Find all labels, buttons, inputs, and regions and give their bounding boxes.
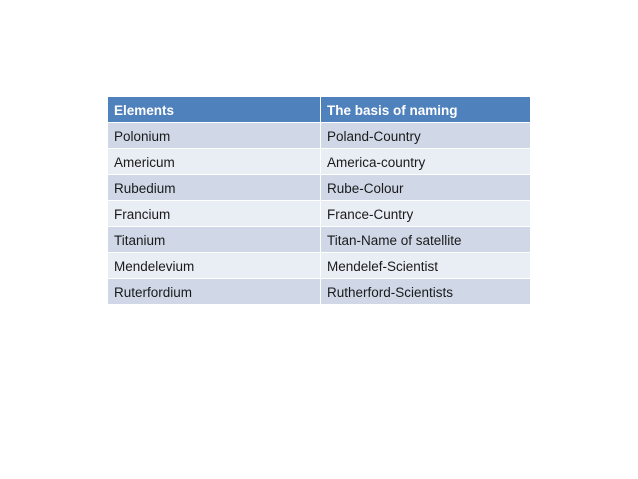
naming-basis-cell: Poland-Country: [321, 123, 531, 149]
element-cell: Francium: [108, 201, 321, 227]
naming-basis-cell: America-country: [321, 149, 531, 175]
naming-basis-cell: France-Cuntry: [321, 201, 531, 227]
table-row: [108, 123, 531, 149]
header-basis-of-naming: The basis of naming: [321, 97, 531, 123]
table-row: [108, 279, 531, 305]
table-header-row: [108, 97, 531, 123]
element-cell: Americum: [108, 149, 321, 175]
element-cell: Titanium: [108, 227, 321, 253]
table-row: [108, 149, 531, 175]
naming-basis-cell: Mendelef-Scientist: [321, 253, 531, 279]
element-cell: Ruterfordium: [108, 279, 321, 305]
table-row: [108, 201, 531, 227]
element-cell: Rubedium: [108, 175, 321, 201]
table-row: [108, 227, 531, 253]
element-naming-table: [107, 97, 531, 305]
table-row: [108, 253, 531, 279]
table-row: [108, 175, 531, 201]
naming-basis-cell: Rutherford-Scientists: [321, 279, 531, 305]
naming-basis-cell: Titan-Name of satellite: [321, 227, 531, 253]
naming-basis-cell: Rube-Colour: [321, 175, 531, 201]
element-cell: Polonium: [108, 123, 321, 149]
header-elements: Elements: [108, 97, 321, 123]
element-cell: Mendelevium: [108, 253, 321, 279]
